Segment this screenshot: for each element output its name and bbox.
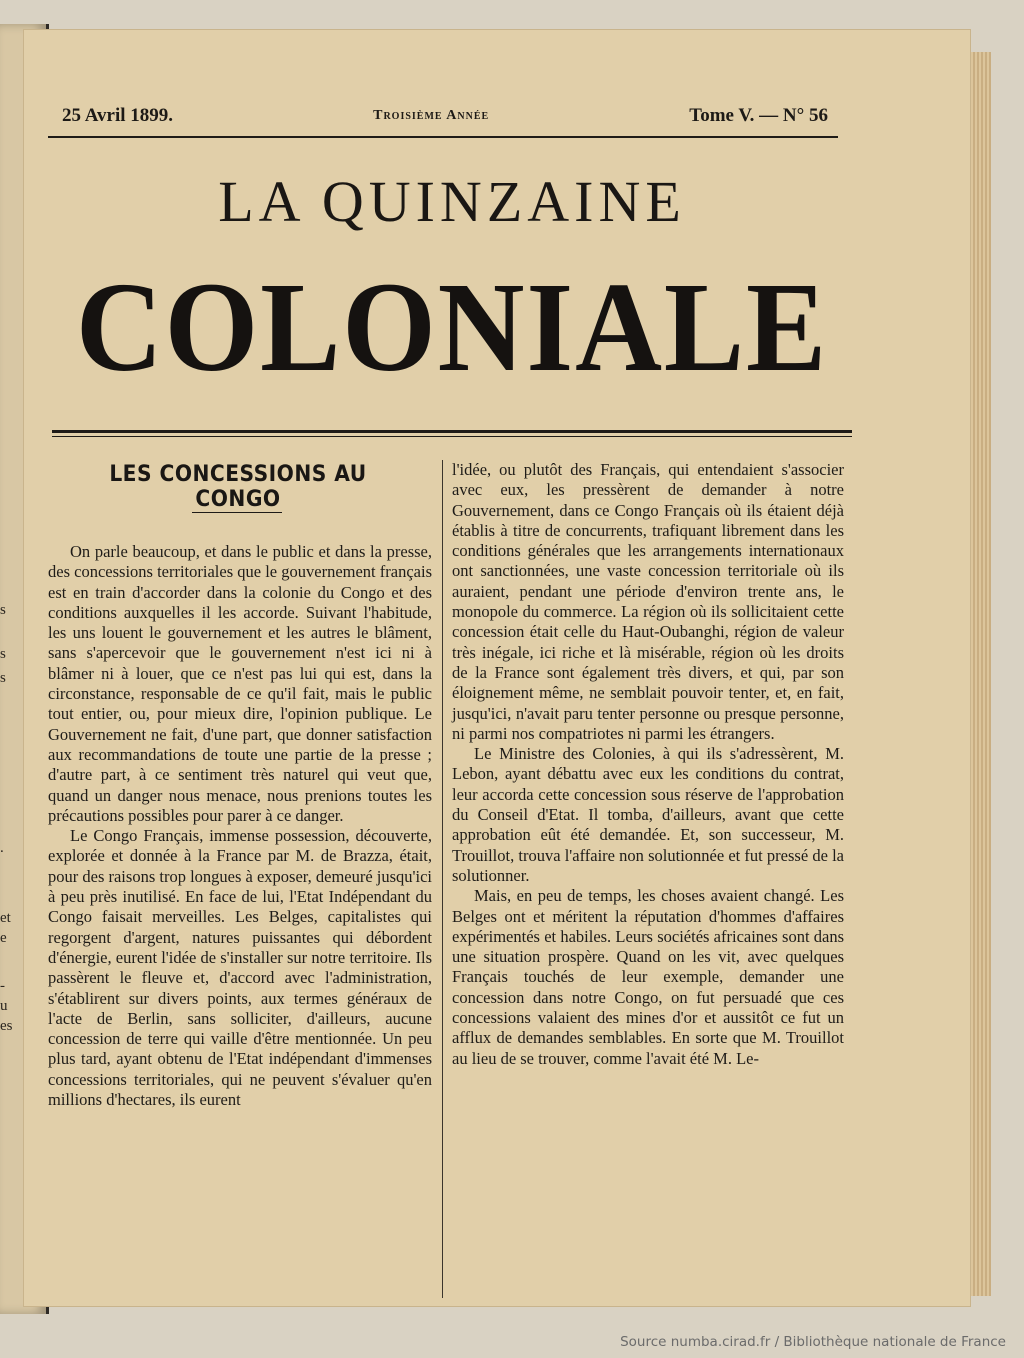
left-page-fragment: - [0, 978, 5, 994]
masthead-rule-thin [52, 436, 852, 437]
left-page-fragment: e [0, 930, 7, 946]
column-divider [442, 460, 443, 1298]
masthead-rule-thick [52, 430, 852, 433]
article-paragraph: Le Congo Français, immense possession, découverte, explorée et donnée à la France par M. de Brazza, était, pour des raisons trop longues à exposer, demeuré jusqu'ici à peu près inutilisé. En face de lui, l'Etat Indépendant du Congo faisait merveilles. Les Belges, capitalistes qui regorgent d'argent, natures puissantes qui débordent d'énergie, eurent l'idée de s'installer sur notre territoire. Ils passèrent le fleuve et, d'accord avec l'administration, s'établirent sur divers points, aux termes généraux de l'acte de Berlin, sans solliciter, d'ailleurs, aucune concession de terre qui vaille d'être mentionnée. Un peu plus tard, ayant obtenu de l'Etat indépendant d'immenses concessions territoriales, qui ne peuvent s'évaluer qu'en millions d'hectares, ils eurent [48, 826, 433, 1110]
left-page-fragment: s [0, 602, 6, 618]
article-paragraph: l'idée, ou plutôt des Français, qui entendaient s'associer avec eux, les pressèrent de demander à notre Gouvernement, dans ce Congo Français où ils étaient déjà établis à titre de concurrents, trafiquant librement dans les conditions générales que les arrangements internationaux ont sanctionnées, une vaste concession territoriale où ils auraient, pendant une période d'environ trente ans, le monopole du commerce. La région où ils sollicitaient cette concession était celle du Haut-Oubanghi, région de valeur très inégale, ici riche et là misérable, région où les droits de la France sont également très divers, et qui, par son éloignement même, ne semblait pouvoir tenter, et, en fait, jusqu'ici, n'avait paru tenter personne ou presque personne, ni parmi nos compatriotes ni parmi les étrangers. [452, 460, 844, 743]
article-paragraph: On parle beaucoup, et dans le public et dans la presse, des concessions territoriales que le gouvernement français est en train d'accorder dans la colonie du Congo et des conditions auxquelles il les accorde. Suivant l'habitude, les uns louent le gouvernement et les autres le blâment, sans s'apercevoir que le gouvernement n'est ici ni à blâmer ni à louer, que ce n'est pas lui qui est, dans la circonstance, responsable de ce qu'il fait, mais le public tout entier, ou, pour mieux dire, l'opinion publique. Le Gouvernement ne fait, d'une part, que donner satisfaction aux recommandations de toute une partie de la presse ; d'autre part, à ce sentiment très naturel qui veut que, quand un danger nous menace, nous prenions toutes les précautions possibles pour parer à ce danger. [48, 542, 432, 825]
issue-number: Tome V. — N° 56 [689, 105, 828, 126]
title-underline [192, 512, 282, 513]
article-left-column [48, 542, 432, 1110]
article-right-column [452, 460, 844, 1069]
left-page-fragment: s [0, 646, 6, 662]
left-page-fragment: . [0, 840, 4, 856]
left-page-fragment: s [0, 670, 6, 686]
issue-header [62, 102, 828, 130]
article-paragraph: Le Ministre des Colonies, à qui ils s'adressèrent, M. Lebon, ayant débattu avec eux les conditions du contrat, leur accorda cette concession sous réserve de l'approbation du Conseil d'Etat. Il tomba, d'ailleurs, avant que cette approbation eût été demandée. Et, son successeur, M. Trouillot, trouva l'affaire non solutionnée et fut pressé de la solutionner. [452, 744, 844, 885]
header-rule [48, 136, 838, 138]
left-page-fragment: es [0, 1018, 13, 1034]
page-stack-edge [968, 52, 991, 1296]
masthead-line1: LA QUINZAINE [218, 169, 686, 234]
newspaper-page [24, 30, 970, 1306]
masthead-line2: COLONIALE [75, 256, 829, 398]
left-page-fragment: u [0, 998, 8, 1014]
source-credit: Source numba.cirad.fr / Bibliothèque nationale de France [620, 1334, 1006, 1350]
issue-year: Troisième Année [373, 108, 490, 123]
article-title: LES CONCESSIONS AU CONGO [109, 462, 367, 512]
issue-date: 25 Avril 1899. [62, 105, 174, 126]
article-paragraph: Mais, en peu de temps, les choses avaient changé. Les Belges ont et méritent la réputation d'hommes d'affaires expérimentés et habiles. Leurs sociétés africaines sont dans une situation prospère. Quand on les vit, avec quelques Français touchés de leur exemple, demander une concession dans notre Congo, on fut persuadé que ces concessions valaient des mines d'or et aussitôt ce fut un afflux de demandes semblables. En sorte que M. Trouillot au lieu de se trouver, comme l'avait été M. Le- [452, 886, 844, 1068]
left-page-fragment: et [0, 910, 11, 926]
